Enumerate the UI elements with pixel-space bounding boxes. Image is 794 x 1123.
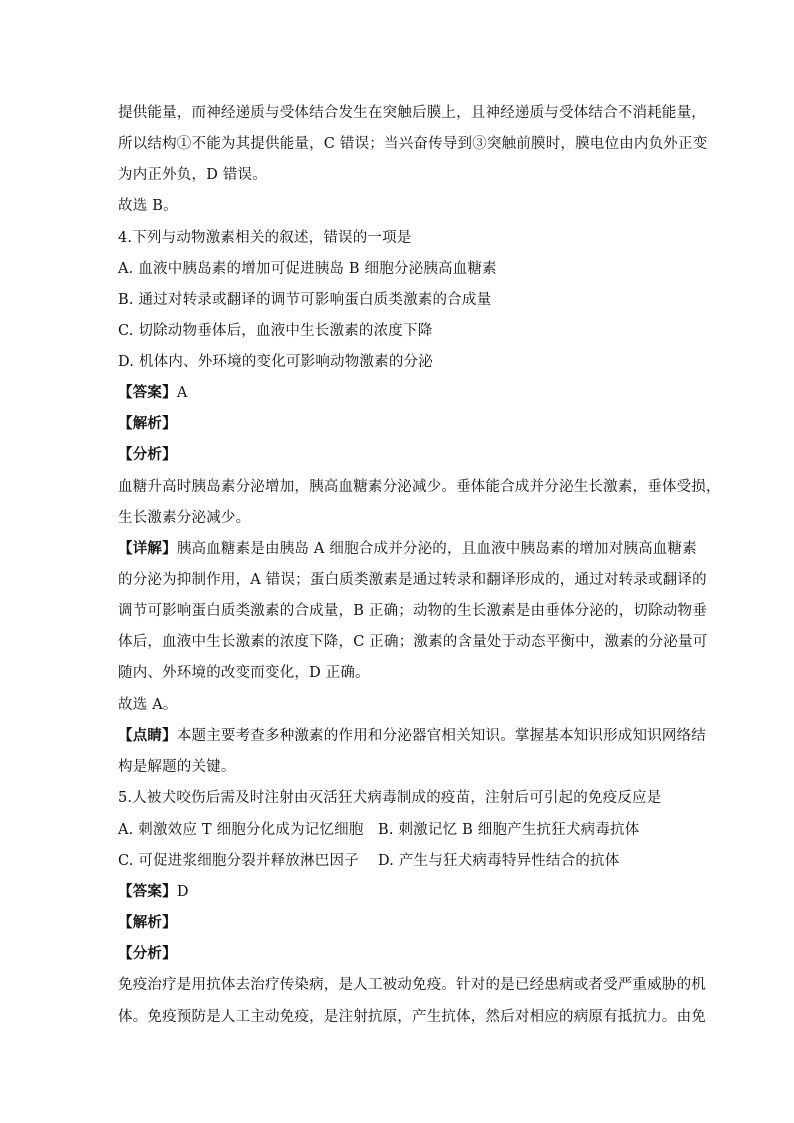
answer-label: 【答案】 (118, 384, 177, 401)
q4-fenxi-line: 生长激素分泌减少。 (118, 510, 251, 526)
q4-detail-line: 的分泌为抑制作用，A 错误；蛋白质类激素是通过转录和翻译形成的，通过对转录或翻译的 (118, 572, 707, 588)
text-line: 为内正外负，D 错误。 (118, 167, 267, 183)
dianjing-text: 本题主要考查多种激素的作用和分泌器官相关知识。掌握基本知识形成知识网络结 (176, 728, 707, 744)
q4-dianjing-line (118, 726, 706, 746)
text-line: 提供能量，而神经递质与受体结合发生在突触后膜上，且神经递质与受体结合不消耗能量， (118, 105, 706, 121)
q5-option-b: B. 刺激记忆 B 细胞产生抗狂犬病毒抗体 (378, 822, 640, 838)
q5-fenxi-line: 免疫治疗是用抗体去治疗传染病，是人工被动免疫。针对的是已经患病或者受严重威胁的机 (118, 977, 706, 993)
q5-answer (118, 882, 189, 902)
q4-detail-line: 调节可影响蛋白质类激素的合成量，B 正确；动物的生长激素是由垂体分泌的，切除动物垂 (118, 603, 707, 619)
q5-option-a: A. 刺激效应 T 细胞分化成为记忆细胞 (118, 822, 364, 838)
answer-label: 【答案】 (118, 883, 177, 900)
q4-option-c: C. 切除动物垂体后，血液中生长激素的浓度下降 (118, 323, 433, 339)
q5-option-c: C. 可促进浆细胞分裂并释放淋巴因子 (118, 853, 359, 869)
answer-value: D (176, 884, 189, 900)
q4-choose: 故选 A。 (118, 697, 178, 713)
q4-option-d: D. 机体内、外环境的变化可影响动物激素的分泌 (118, 354, 433, 370)
q4-fenxi-label: 【分析】 (118, 446, 177, 463)
question-5-stem: 5.人被犬咬伤后需及时注射由灭活狂犬病毒制成的疫苗，注射后可引起的免疫反应是 (118, 790, 662, 806)
q5-fenxi-line: 体。免疫预防是人工主动免疫，是注射抗原，产生抗体，然后对相应的病原有抵抗力。由免 (118, 1009, 706, 1025)
q4-fenxi-line: 血糖升高时胰岛素分泌增加，胰高血糖素分泌减少。垂体能合成并分泌生长激素，垂体受损， (118, 479, 721, 495)
q5-analysis-label: 【解析】 (118, 914, 177, 931)
q4-detail-line: 随内、外环境的改变而变化，D 正确。 (118, 665, 370, 681)
question-4-stem: 4.下列与动物激素相关的叙述，错误的一项是 (118, 230, 412, 246)
answer-value: A (176, 385, 188, 401)
q4-answer (118, 383, 187, 403)
q4-dianjing-line: 构是解题的关键。 (118, 759, 236, 775)
dianjing-label: 【点睛】 (118, 727, 177, 744)
q4-option-a: A. 血液中胰岛素的增加可促进胰岛 B 细胞分泌胰高血糖素 (118, 261, 497, 277)
text-line: 所以结构①不能为其提供能量，C 错误；当兴奋传导到③突触前膜时，膜电位由内负外正变 (118, 136, 708, 152)
q5-options-row-1 (118, 820, 678, 840)
text-line: 故选 B。 (118, 198, 178, 214)
q5-fenxi-label: 【分析】 (118, 945, 177, 962)
q4-option-b: B. 通过对转录或翻译的调节可影响蛋白质类激素的合成量 (118, 292, 492, 308)
detail-label: 【详解】 (118, 540, 177, 557)
q5-options-row-2 (118, 851, 678, 871)
q4-detail-line (118, 539, 697, 559)
q5-option-d: D. 产生与狂犬病毒特异性结合的抗体 (378, 853, 620, 869)
q4-analysis-label: 【解析】 (118, 415, 177, 432)
detail-text: 胰高血糖素是由胰岛 A 细胞合成并分泌的，且血液中胰岛素的增加对胰高血糖素 (176, 541, 697, 557)
q4-detail-line: 体后，血液中生长激素的浓度下降，C 正确；激素的含量处于动态平衡中，激素的分泌量可 (118, 634, 708, 650)
